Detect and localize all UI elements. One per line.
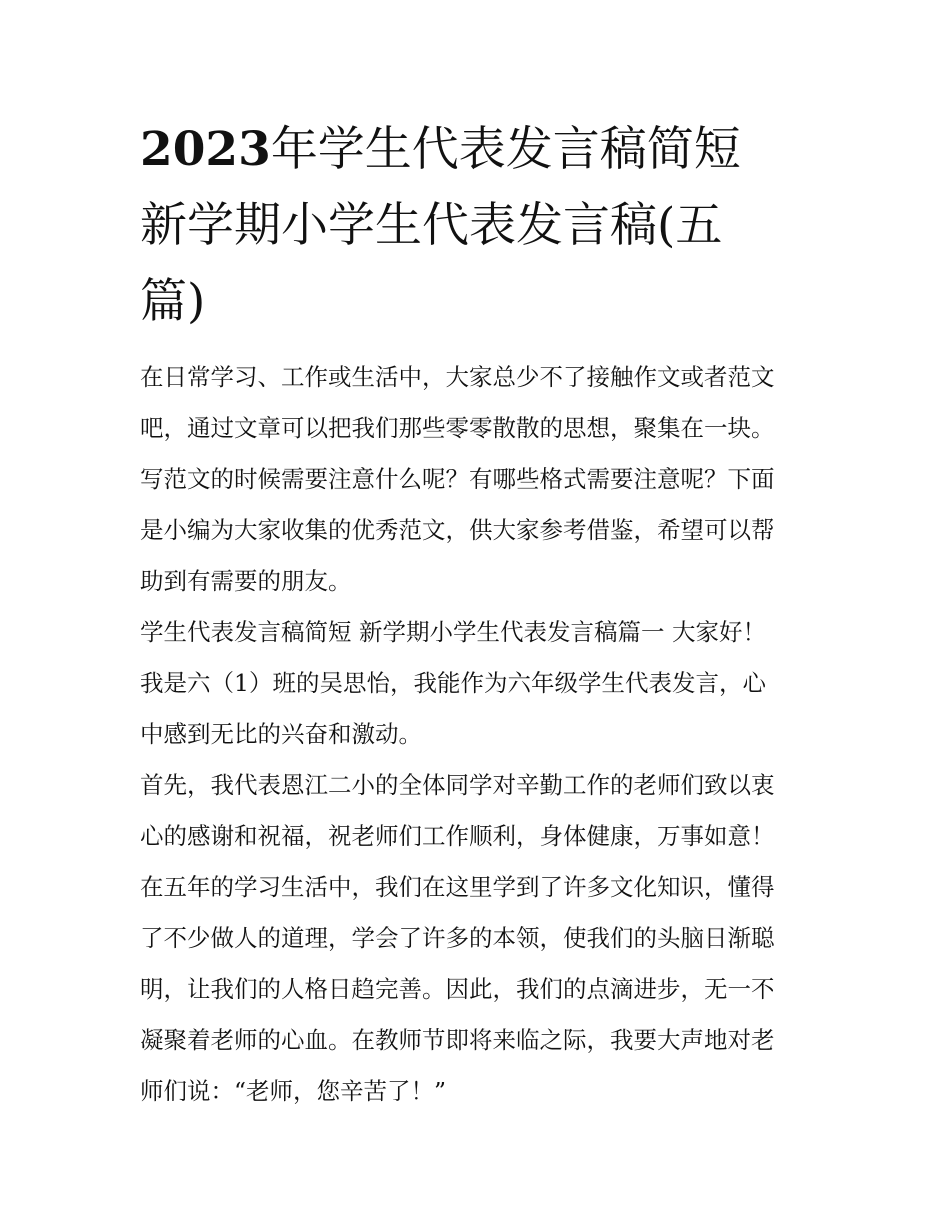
document-page xyxy=(140,112,815,1117)
text-line: 首先，我代表恩江二小的全体同学对辛勤工作的老师们致以衷 xyxy=(140,771,775,799)
text-line: 心的感谢和祝福，祝老师们工作顺利，身体健康，万事如意！ xyxy=(140,822,775,850)
paragraph-intro xyxy=(140,352,815,607)
document-body xyxy=(140,352,815,1117)
paragraph-thanks xyxy=(140,760,815,1117)
title-line-3: 篇) xyxy=(140,274,206,329)
text-line: 在五年的学习生活中，我们在这里学到了许多文化知识，懂得 xyxy=(140,873,775,901)
text-line: 了不少做人的道理，学会了许多的本领，使我们的头脑日渐聪 xyxy=(140,924,775,952)
title-line-1 xyxy=(140,112,815,188)
text-line: 我是六（1）班的吴思怡，我能作为六年级学生代表发言，心 xyxy=(140,669,766,697)
paragraph-greeting xyxy=(140,607,815,760)
title-year: 2023 xyxy=(140,122,271,177)
text-line: 学生代表发言稿简短 新学期小学生代表发言稿篇一 大家好！ xyxy=(140,618,766,646)
text-line: 吧，通过文章可以把我们那些零零散散的思想，聚集在一块。 xyxy=(140,414,775,442)
text-line: 师们说：“老师，您辛苦了！” xyxy=(140,1077,447,1105)
text-line: 助到有需要的朋友。 xyxy=(140,567,352,595)
text-line: 明，让我们的人格日趋完善。因此，我们的点滴进步，无一不 xyxy=(140,975,775,1003)
title-line-2: 新学期小学生代表发言稿(五 xyxy=(140,198,723,253)
title-line-1-text: 年学生代表发言稿简短 xyxy=(270,122,741,177)
text-line: 在日常学习、工作或生活中，大家总少不了接触作文或者范文 xyxy=(140,363,775,391)
document-title xyxy=(140,112,815,340)
text-line: 凝聚着老师的心血。在教师节即将来临之际，我要大声地对老 xyxy=(140,1026,775,1054)
text-line: 是小编为大家收集的优秀范文，供大家参考借鉴，希望可以帮 xyxy=(140,516,775,544)
text-line: 中感到无比的兴奋和激动。 xyxy=(140,720,422,748)
text-line: 写范文的时候需要注意什么呢？有哪些格式需要注意呢？下面 xyxy=(140,465,775,493)
